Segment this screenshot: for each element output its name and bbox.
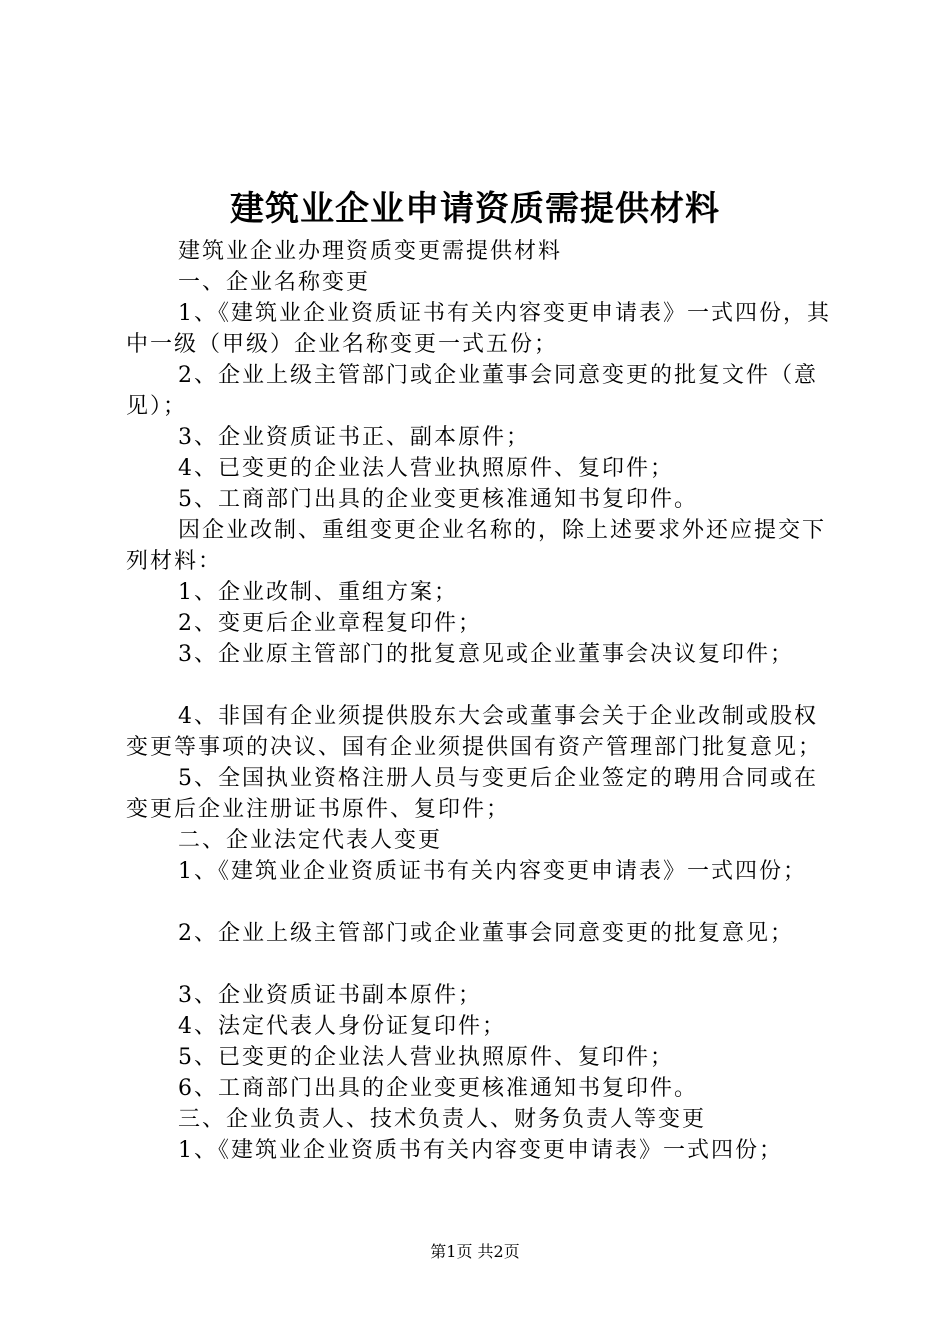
- list-item: 4、已变更的企业法人营业执照原件、复印件；: [178, 456, 674, 481]
- list-item: 5、工商部门出具的企业变更核准通知书复印件。: [178, 487, 698, 512]
- list-item: 3、企业资质证书副本原件；: [178, 983, 482, 1008]
- document-body: [126, 236, 838, 1166]
- list-item: 1、《建筑业企业资质证书有关内容变更申请表》一式四份，其中一级（甲级）企业名称变更一式五份；: [126, 301, 831, 357]
- list-item: 4、法定代表人身份证复印件；: [178, 1014, 506, 1039]
- list-item: 5、已变更的企业法人营业执照原件、复印件；: [178, 1045, 674, 1070]
- list-item: 6、工商部门出具的企业变更核准通知书复印件。: [178, 1076, 698, 1101]
- list-item: 5、全国执业资格注册人员与变更后企业签定的聘用合同或在变更后企业注册证书原件、复印件；: [126, 766, 818, 822]
- list-item: 4、非国有企业须提供股东大会或董事会关于企业改制或股权变更等事项的决议、国有企业须提供国有资产管理部门批复意见；: [126, 704, 823, 760]
- list-item: 2、企业上级主管部门或企业董事会同意变更的批复文件（意见）；: [126, 363, 818, 419]
- list-item: 1、企业改制、重组方案；: [178, 580, 458, 605]
- list-item: 2、企业上级主管部门或企业董事会同意变更的批复意见；: [178, 921, 794, 946]
- section-heading: 三、企业负责人、技术负责人、财务负责人等变更: [178, 1107, 707, 1132]
- document-title: 建筑业企业申请资质需提供材料: [230, 189, 720, 229]
- list-item: 3、企业资质证书正、副本原件；: [178, 425, 530, 450]
- section-heading: 一、企业名称变更: [178, 270, 371, 295]
- page-number-footer: 第1页 共2页: [430, 1242, 520, 1261]
- list-item: 2、变更后企业章程复印件；: [178, 611, 482, 636]
- paragraph: 因企业改制、重组变更企业名称的，除上述要求外还应提交下列材料：: [126, 518, 827, 574]
- paragraph: 建筑业企业办理资质变更需提供材料: [178, 239, 563, 264]
- list-item: 3、企业原主管部门的批复意见或企业董事会决议复印件；: [178, 642, 794, 667]
- section-heading: 二、企业法定代表人变更: [178, 828, 443, 853]
- list-item: 1、《建筑业企业资质书有关内容变更申请表》一式四份；: [178, 1138, 783, 1163]
- list-item: 1、《建筑业企业资质证书有关内容变更申请表》一式四份；: [178, 859, 807, 884]
